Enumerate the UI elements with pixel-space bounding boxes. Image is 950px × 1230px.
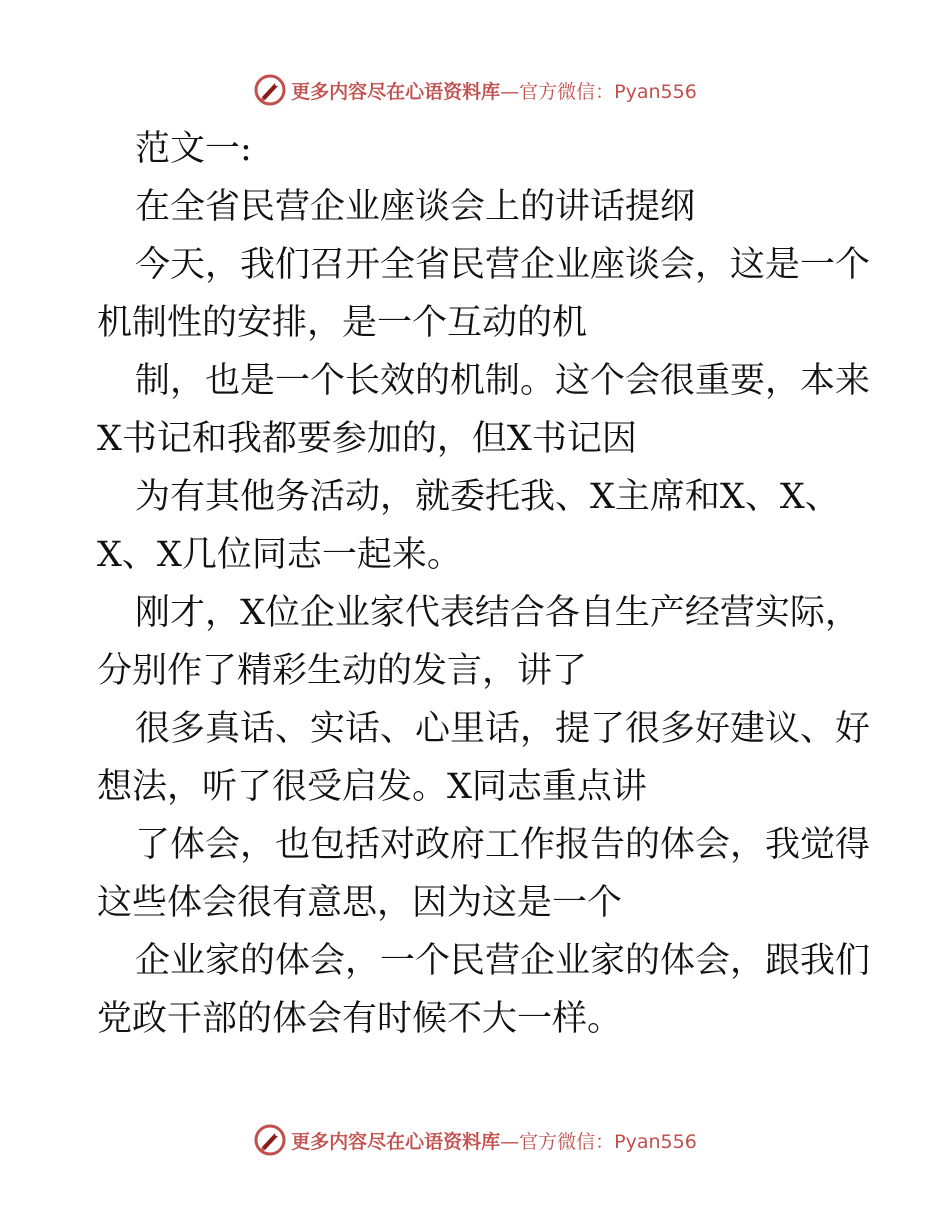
footer-banner	[0, 1120, 950, 1160]
footer-banner-separator: —	[500, 1130, 520, 1153]
doc-line: 了体会，也包括对政府工作报告的体会，我觉得	[135, 825, 871, 865]
doc-line: 制，也是一个长效的机制。这个会很重要，本来	[135, 361, 871, 401]
header-banner-brand: 更多内容尽在心语资料库	[291, 80, 501, 103]
doc-line: 分别作了精彩生动的发言，讲了	[97, 651, 588, 691]
document-body	[97, 120, 871, 1048]
doc-line: 这些体会很有意思，因为这是一个	[97, 883, 623, 923]
doc-line: 很多真话、实话、心里话，提了很多好建议、好	[135, 709, 871, 749]
doc-line: 刚才，X位企业家代表结合各自生产经营实际，	[135, 593, 860, 633]
doc-line: 想法，听了很受启发。X同志重点讲	[97, 767, 647, 807]
pen-logo-icon	[253, 1123, 287, 1157]
header-banner-suffix: 官方微信：Pyan556	[519, 80, 697, 103]
doc-line: 为有其他务活动，就委托我、X主席和X、X、	[135, 477, 840, 517]
footer-banner-brand: 更多内容尽在心语资料库	[291, 1130, 501, 1153]
doc-line: X书记和我都要参加的，但X书记因	[97, 419, 637, 459]
header-banner-separator: —	[500, 80, 520, 103]
pen-logo-icon	[253, 73, 287, 107]
doc-line: 今天，我们召开全省民营企业座谈会，这是一个	[135, 245, 871, 285]
footer-banner-suffix: 官方微信：Pyan556	[519, 1130, 697, 1153]
doc-line: 党政干部的体会有时候不大一样。	[97, 999, 623, 1039]
doc-line: 企业家的体会，一个民营企业家的体会，跟我们	[135, 941, 871, 981]
header-banner-text	[291, 77, 697, 104]
header-banner	[0, 70, 950, 110]
doc-line: 机制性的安排，是一个互动的机	[97, 303, 588, 343]
doc-line: 范文一:	[135, 129, 252, 169]
footer-banner-text	[291, 1127, 697, 1154]
doc-line: X、X几位同志一起来。	[97, 535, 462, 575]
doc-line: 在全省民营企业座谈会上的讲话提纲	[135, 187, 696, 227]
